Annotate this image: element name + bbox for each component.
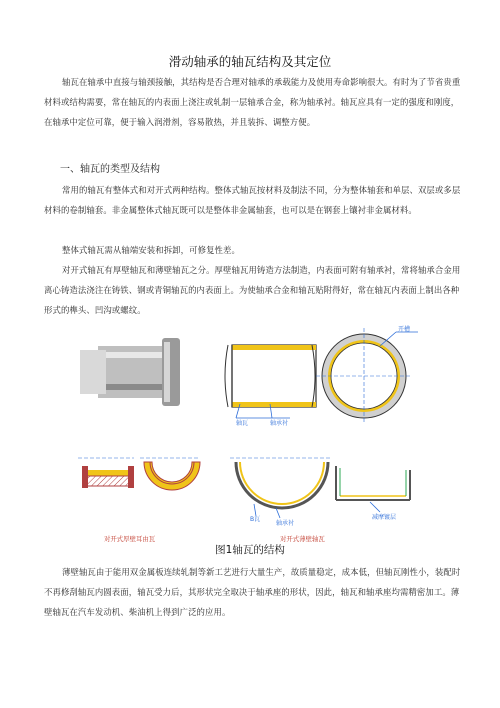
thin-half-shell (230, 458, 330, 518)
sub-caption-left: 对开式厚壁耳由瓦 (104, 535, 156, 543)
figure-caption: 图1轴瓦的结构 (215, 544, 285, 556)
section-paragraph-2: 整体式轴瓦需从轴端安装和拆卸，可修复性差。 (62, 245, 240, 255)
label-b-tile: B瓦 (250, 516, 261, 523)
bush-side-view (225, 345, 316, 407)
label-bearing-shell: 轴瓦 (236, 420, 249, 427)
section-paragraph-3: 对开式轴瓦有厚壁轴瓦和薄壁轴瓦之分。厚壁轴瓦用铸造方法制造，内表面可附有轴承衬，常将轴承合金用离心铸造法浇注在铸铁、钢或青铜轴瓦的内表面上。为使轴承合金和轴瓦贴附得好，常在轴瓦内表面上制出各种形式的榫头、凹沟或螺纹。 (44, 265, 461, 315)
section-heading: 一、轴瓦的类型及结构 (60, 164, 160, 175)
label-reduce-layer: 减摩镀层 (372, 514, 397, 521)
section-paragraph-1: 常用的轴瓦有整体式和对开式两种结构。整体式轴瓦按材料及制法不同，分为整体轴套和单层、双层或多层材料的卷制轴套。非金属整体式轴瓦既可以是整体非金属轴套，也可以是在钢套上镶衬非金属材料。 (44, 185, 461, 215)
label-lining2: 轴承衬 (276, 520, 295, 527)
page-title: 滑动轴承的轴瓦结构及其定位 (168, 54, 332, 69)
label-groove: 开槽 (398, 326, 411, 333)
thin-shell-section (336, 466, 410, 512)
sub-caption-right: 对开式薄壁轴瓦 (280, 535, 325, 543)
closing-paragraph: 薄壁轴瓦由于能用双金属板连续轧制等新工艺进行大量生产，故质量稳定，成本低，但轴瓦刚性小，装配时不再修刮轴瓦内圆表面，轴瓦受力后，其形状完全取决于轴承座的形状，因此，轴瓦和轴承座均需精密加工。薄壁轴瓦在汽车发动机、柴油机上得到广泛的应用。 (44, 567, 461, 617)
thick-half-shell-arc (140, 458, 200, 490)
bush-end-view (316, 328, 412, 424)
thick-half-shell-left (78, 458, 134, 488)
intro-paragraph: 轴瓦在轴承中直接与轴颈接触，其结构是否合理对轴承的承载能力及使用寿命影响很大。有时为了节省贵重材料或结构需要，常在轴瓦的内表面上浇注或轧制一层轴承合金，称为轴承衬。轴瓦应具有一定的强度和刚度，在轴承中定位可靠，便于输入润滑剂，容易散热，并且装拆、调整方便。 (44, 77, 461, 127)
label-bearing-lining: 轴承衬 (270, 420, 289, 427)
flanged-bush-drawing (80, 338, 180, 406)
